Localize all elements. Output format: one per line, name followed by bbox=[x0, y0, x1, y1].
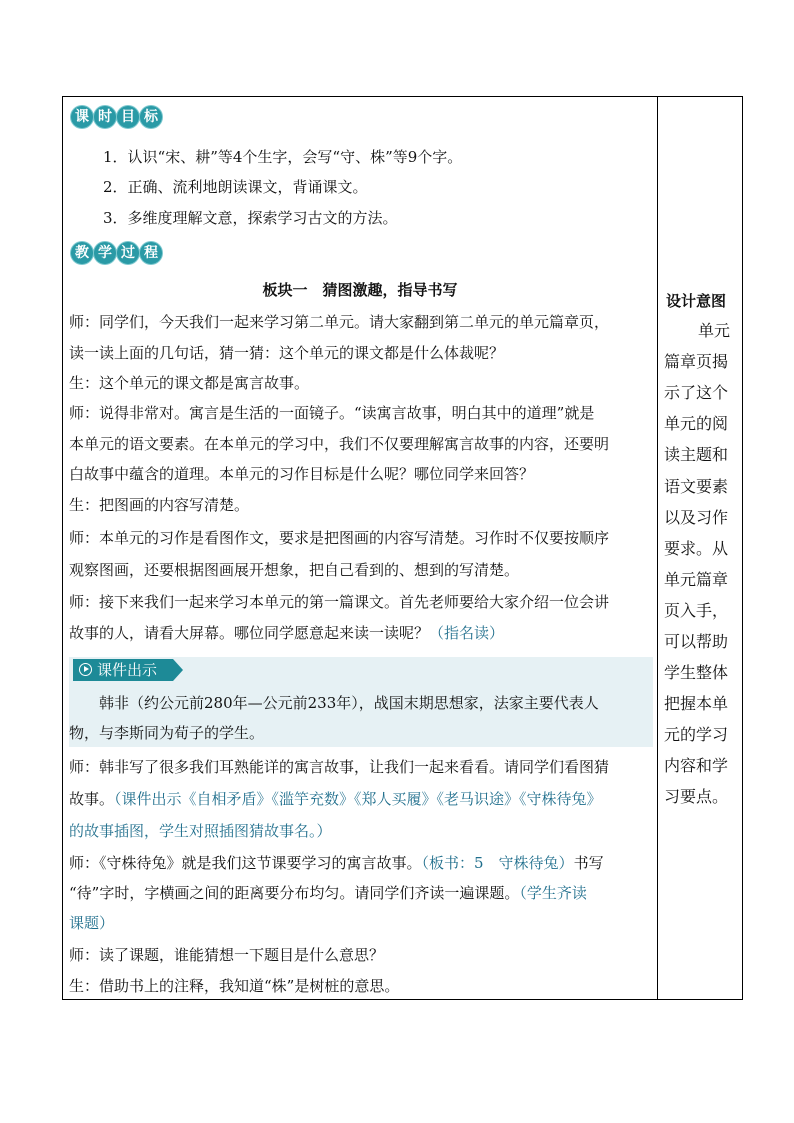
design-intent-line: 单元篇章 bbox=[664, 570, 729, 589]
design-intent-line: 以及习作 bbox=[664, 508, 729, 527]
design-intent-line: 元的学习 bbox=[664, 725, 729, 744]
text-line: 生：这个单元的课文都是寓言故事。 bbox=[69, 374, 310, 392]
process-badge bbox=[71, 242, 162, 264]
annotation-line: 课题） bbox=[69, 914, 115, 932]
design-intent-line: 读主题和 bbox=[664, 445, 729, 464]
design-intent-line: 内容和学 bbox=[664, 756, 729, 775]
design-intent-line: 单元的阅 bbox=[664, 414, 729, 433]
annotation-text: （学生齐读 bbox=[519, 884, 587, 902]
annotation-text: （板书：5 守株待兔） bbox=[421, 854, 574, 872]
design-intent-line: 要求。从 bbox=[664, 539, 729, 558]
text-segment: 故事。 bbox=[69, 790, 115, 808]
annotation-text: （指名读） bbox=[429, 624, 505, 642]
goals-badge-char: 课 bbox=[71, 106, 93, 128]
goals-badge-char: 时 bbox=[94, 106, 116, 128]
design-intent-line: 单元 bbox=[698, 321, 731, 340]
text-line: 师：本单元的习作是看图作文，要求是把图画的内容写清楚。习作时不仅要按顺序 bbox=[69, 529, 610, 547]
text-line: 读一读上面的几句话，猜一猜：这个单元的课文都是什么体裁呢？ bbox=[69, 344, 505, 362]
text-line: 师：说得非常对。寓言是生活的一面镜子。“读寓言故事，明白其中的道理”就是 bbox=[69, 404, 595, 422]
text-line: 白故事中蕴含的道理。本单元的习作目标是什么呢？哪位同学来回答？ bbox=[69, 465, 535, 483]
text-line: 生：把图画的内容写清楚。 bbox=[69, 496, 250, 514]
lesson-table bbox=[62, 96, 743, 1000]
process-badge-char: 学 bbox=[94, 242, 116, 264]
text-segment: 书写 bbox=[573, 854, 604, 872]
courseware-tab-label: 课件出示 bbox=[97, 661, 158, 679]
process-badge-char: 教 bbox=[71, 242, 93, 264]
play-icon bbox=[79, 663, 92, 676]
design-intent-line: 学生整体 bbox=[664, 663, 729, 682]
design-intent-title: 设计意图 bbox=[666, 292, 727, 310]
process-badge-char: 过 bbox=[117, 242, 139, 264]
design-intent-line: 把握本单 bbox=[664, 694, 729, 713]
goal-item: 1．认识“宋、耕”等4个生字，会写“守、株”等9个字。 bbox=[103, 148, 463, 166]
design-intent-line: 可以帮助 bbox=[664, 632, 729, 651]
text-line: 观察图画，还要根据图画展开想象，把自己看到的、想到的写清楚。 bbox=[69, 561, 520, 579]
annotation-line: 的故事插图，学生对照插图猜故事名。） bbox=[69, 822, 332, 840]
text-line: 师：同学们，今天我们一起来学习第二单元。请大家翻到第二单元的单元篇章页， bbox=[69, 313, 610, 331]
design-intent-line: 页入手， bbox=[664, 601, 729, 620]
text-line: 师：读了课题，谁能猜想一下题目是什么意思？ bbox=[69, 946, 385, 964]
process-badge-char: 程 bbox=[140, 242, 162, 264]
annotation-text: （课件出示《自相矛盾》《滥竽充数》《郑人买履》《老马识途》《守株待兔》 bbox=[114, 790, 602, 808]
text-line: 生：借助书上的注释，我知道“株”是树桩的意思。 bbox=[69, 977, 400, 995]
text-line: 本单元的语文要素。在本单元的学习中，我们不仅要理解寓言故事的内容，还要明 bbox=[69, 435, 610, 453]
design-intent-line: 语文要素 bbox=[664, 477, 729, 496]
text-line: 师：韩非写了很多我们耳熟能详的寓言故事，让我们一起来看看。请同学们看图猜 bbox=[69, 758, 610, 776]
text-line bbox=[69, 789, 602, 809]
courseware-tab bbox=[73, 659, 173, 681]
goals-badge-char: 目 bbox=[117, 106, 139, 128]
courseware-line: 物，与李斯同为荀子的学生。 bbox=[69, 724, 265, 742]
courseware-line: 韩非（约公元前280年—公元前233年），战国末期思想家，法家主要代表人 bbox=[99, 694, 599, 712]
text-line: 师：接下来我们一起来学习本单元的第一篇课文。首先老师要给大家介绍一位会讲 bbox=[69, 593, 610, 611]
text-line bbox=[69, 883, 587, 903]
text-line bbox=[69, 853, 604, 873]
text-segment: 故事的人，请看大屏幕。哪位同学愿意起来读一读呢？ bbox=[69, 624, 430, 642]
goal-item: 2．正确、流利地朗读课文，背诵课文。 bbox=[103, 178, 368, 196]
design-intent-line: 习要点。 bbox=[664, 787, 729, 806]
text-segment: 师：《守株待兔》就是我们这节课要学习的寓言故事。 bbox=[69, 854, 422, 872]
goals-badge-char: 标 bbox=[140, 106, 162, 128]
block-title: 板块一 猜图激趣，指导书写 bbox=[262, 281, 458, 299]
courseware-box bbox=[69, 657, 653, 747]
text-segment: “待”字时，字横画之间的距离要分布均匀。请同学们齐读一遍课题。 bbox=[69, 884, 520, 902]
design-intent-line: 篇章页揭 bbox=[664, 352, 729, 371]
text-line bbox=[69, 623, 504, 643]
column-divider bbox=[657, 97, 658, 999]
design-intent-line: 示了这个 bbox=[664, 383, 729, 402]
goal-item: 3．多维度理解文意，探索学习古文的方法。 bbox=[103, 209, 398, 227]
goals-badge bbox=[71, 106, 162, 128]
